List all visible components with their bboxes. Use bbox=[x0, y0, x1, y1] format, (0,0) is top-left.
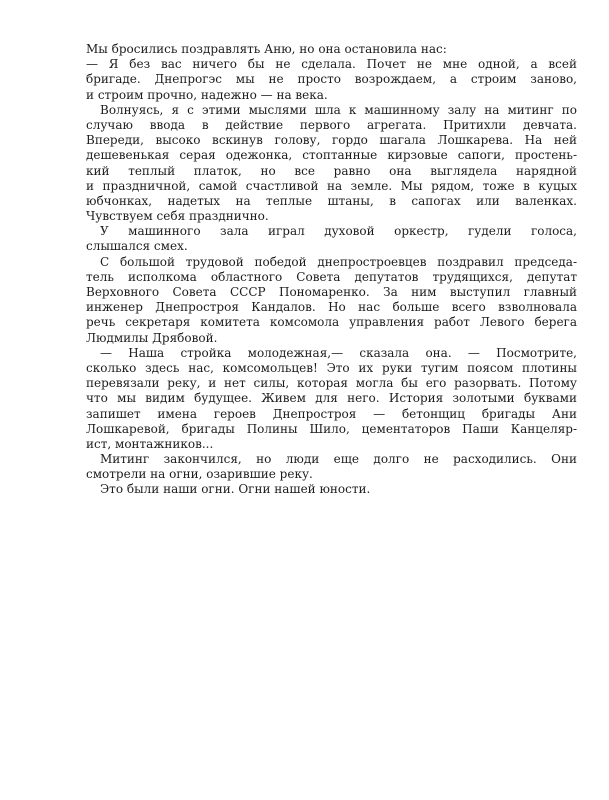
text-line: юбчонках, надетых на теплые штаны, в сапогах или валенках. bbox=[86, 193, 577, 208]
paragraph bbox=[86, 57, 577, 103]
text-line: бригаде. Днепрогэс мы не просто возрождаем, а строим заново, bbox=[86, 72, 577, 87]
paragraph bbox=[86, 482, 577, 497]
paragraph bbox=[86, 346, 577, 452]
paragraph bbox=[86, 103, 577, 225]
text-line: Лошкаревой, бригады Полины Шило, цементаторов Паши Канцеляр- bbox=[86, 421, 577, 436]
text-line: — Наша стройка молодежная,— сказала она. — Посмотрите, bbox=[100, 345, 577, 360]
text-line: что мы видим будущее. Живем для него. История золотыми буквами bbox=[86, 391, 577, 406]
text-line: слышался смех. bbox=[86, 239, 188, 254]
paragraph bbox=[86, 452, 577, 482]
text-line: ист, монтажников... bbox=[86, 436, 214, 451]
text-line: — Я без вас ничего бы не сделала. Почет не мне одной, а всей bbox=[86, 57, 577, 72]
paragraph bbox=[86, 255, 577, 346]
text-line: случаю ввода в действие первого агрегата. Притихли девчата. bbox=[86, 117, 577, 132]
text-line: Чувствуем себя празднично. bbox=[86, 209, 269, 224]
text-line: и праздничной, самой счастливой на земле. Мы рядом, тоже в куцых bbox=[86, 178, 577, 193]
text-line: Верховного Совета СССР Пономаренко. За ним выступил главный bbox=[86, 285, 577, 299]
text-line: С большой трудовой победой днепростроевцев поздравил председа- bbox=[100, 254, 577, 269]
document-page bbox=[86, 42, 577, 498]
text-line: перевязали реку, и нет силы, которая могла бы его разорвать. Потому bbox=[86, 376, 577, 391]
text-line: сколько здесь нас, комсомольцев! Это их руки тугим поясом плотины bbox=[86, 360, 577, 375]
text-line: Впереди, высоко вскинув голову, гордо шагала Лошкарева. На ней bbox=[86, 133, 577, 148]
text-line: Мы бросились поздравлять Аню, но она остановила нас: bbox=[86, 42, 447, 56]
text-line: тель исполкома областного Совета депутатов трудящихся, депутат bbox=[86, 269, 577, 284]
paragraph bbox=[86, 224, 577, 254]
text-line: и строим прочно, надежно — на века. bbox=[86, 87, 328, 102]
paragraph bbox=[86, 42, 577, 57]
text-line: дешевенькая серая одежонка, стоптанные кирзовые сапоги, простень- bbox=[86, 148, 577, 163]
text-line: речь секретаря комитета комсомола управления работ Левого берега bbox=[86, 315, 577, 330]
text-line: инженер Днепростроя Кандалов. Но нас больше всего взволновала bbox=[86, 300, 577, 315]
text-line: Людмилы Дрябовой. bbox=[86, 330, 218, 345]
text-line: Волнуясь, я с этими мыслями шла к машинному залу на митинг по bbox=[100, 102, 577, 117]
text-line: Митинг закончился, но люди еще долго не расходились. Они bbox=[100, 452, 577, 467]
text-line: У машинного зала играл духовой оркестр, гудели голоса, bbox=[100, 224, 577, 239]
text-line: кий теплый платок, но все равно она выглядела нарядной bbox=[86, 163, 577, 178]
text-line: запишет имена героев Днепростроя — бетонщиц бригады Ани bbox=[86, 406, 577, 421]
text-line: Это были наши огни. Огни нашей юности. bbox=[100, 482, 371, 497]
text-line: смотрели на огни, озарившие реку. bbox=[86, 467, 313, 482]
